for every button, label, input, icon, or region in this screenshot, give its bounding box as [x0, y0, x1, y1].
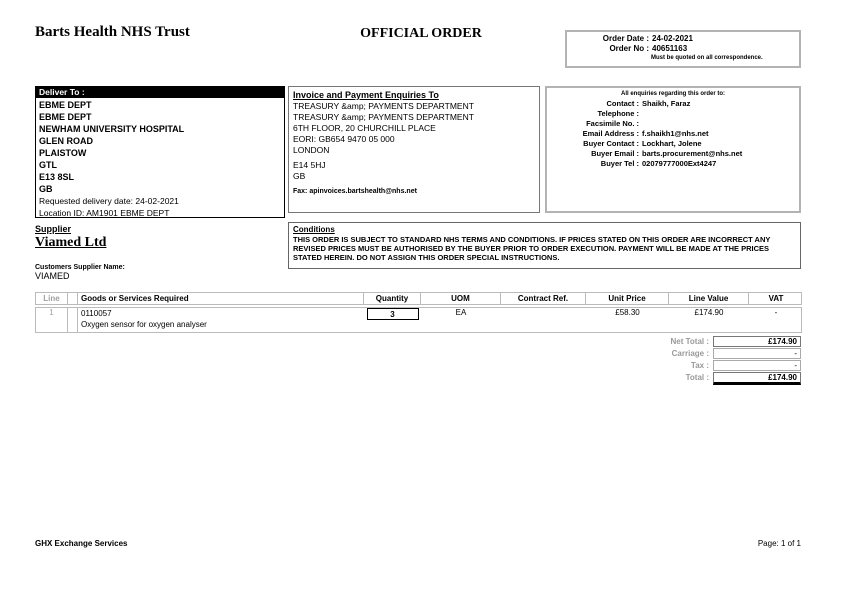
deliver-address-line: GLEN ROAD — [39, 136, 93, 146]
buyer-tel-value: 02079777000Ext4247 — [642, 159, 717, 168]
contact-label: Contact : — [606, 99, 639, 108]
item-vat: - — [774, 308, 778, 317]
items-table-header — [35, 292, 802, 305]
col-header-vat: VAT — [768, 294, 784, 303]
footer-service-name: GHX Exchange Services — [35, 539, 128, 548]
net-total-label: Net Total : — [670, 337, 709, 346]
item-quantity-cell — [364, 308, 421, 332]
invoice-address-line: LONDON — [293, 145, 330, 155]
invoice-address-line: 6TH FLOOR, 20 CHURCHILL PLACE — [293, 123, 436, 133]
item-spacer-cell — [68, 308, 78, 332]
facsimile-label: Facsimile No. : — [586, 119, 639, 128]
buyer-email-value: barts.procurement@nhs.net — [642, 149, 743, 158]
deliver-address-line: E13 8SL — [39, 172, 75, 182]
item-uom: EA — [455, 308, 467, 317]
order-note: Must be quoted on all correspondence. — [651, 55, 763, 61]
total-label: Total : — [685, 373, 709, 382]
telephone-label: Telephone : — [597, 109, 639, 118]
col-header-line-value: Line Value — [669, 293, 749, 304]
deliver-address-line: EBME DEPT — [39, 112, 92, 122]
deliver-to-box — [35, 86, 285, 218]
col-header-quantity: Quantity — [364, 293, 421, 304]
supplier-header: Supplier — [35, 224, 72, 234]
email-label: Email Address : — [582, 129, 639, 138]
order-date-value: 24-02-2021 — [652, 34, 693, 43]
invoice-enquiries-header: Invoice and Payment Enquiries To — [293, 90, 439, 100]
items-table — [35, 292, 802, 333]
col-header-contract-ref: Contract Ref. — [501, 293, 586, 304]
invoice-fax: Fax: apinvoices.bartshealth@nhs.net — [293, 188, 417, 195]
deliver-address-line: EBME DEPT — [39, 100, 92, 110]
item-description: Oxygen sensor for oxygen analyser — [81, 320, 207, 329]
location-id: Location ID: AM1901 EBME DEPT — [39, 208, 170, 218]
buyer-contact-value: Lockhart, Jolene — [642, 139, 702, 148]
invoice-address-line: TREASURY &amp; PAYMENTS DEPARTMENT — [293, 101, 474, 111]
enquiries-contact-box — [545, 86, 801, 213]
document-title: OFFICIAL ORDER — [360, 26, 482, 41]
enquiries-heading: All enquiries regarding this order to: — [620, 91, 725, 97]
conditions-header: Conditions — [293, 225, 335, 234]
tax-value: - — [713, 360, 801, 371]
buyer-email-label: Buyer Email : — [591, 149, 639, 158]
item-unit-price: £58.30 — [615, 308, 640, 317]
deliver-address-line: PLAISTOW — [39, 148, 87, 158]
order-reference-box — [565, 30, 801, 68]
invoice-country: GB — [293, 171, 306, 181]
deliver-to-header: Deliver To : — [36, 87, 284, 98]
deliver-address-line: GTL — [39, 160, 57, 170]
col-header-spacer — [68, 293, 78, 304]
contact-value: Shaikh, Faraz — [642, 99, 691, 108]
item-goods-cell — [78, 308, 364, 332]
carriage-value: - — [713, 348, 801, 359]
order-date-label: Order Date : — [602, 34, 649, 43]
facsimile-value — [642, 119, 795, 129]
buyer-tel-label: Buyer Tel : — [600, 159, 639, 168]
requested-delivery-date: Requested delivery date: 24-02-2021 — [39, 196, 179, 206]
invoice-postcode: E14 5HJ — [293, 160, 326, 170]
customer-supplier-label: Customers Supplier Name: — [35, 264, 125, 271]
col-header-unit-price: Unit Price — [586, 293, 669, 304]
order-no-label: Order No : — [609, 44, 649, 53]
deliver-address-line: NEWHAM UNIVERSITY HOSPITAL — [39, 124, 185, 134]
footer-page-number: Page: 1 of 1 — [757, 539, 801, 548]
net-total-value: £174.90 — [713, 336, 801, 347]
tax-label: Tax : — [690, 361, 709, 370]
trust-name: Barts Health NHS Trust — [35, 24, 190, 40]
supplier-block — [35, 224, 280, 281]
invoice-address-line: TREASURY &amp; PAYMENTS DEPARTMENT — [293, 112, 474, 122]
supplier-name: Viamed Ltd — [35, 235, 107, 250]
col-header-goods: Goods or Services Required — [78, 293, 364, 304]
col-header-line: Line — [36, 293, 68, 304]
buyer-contact-label: Buyer Contact : — [583, 139, 639, 148]
carriage-label: Carriage : — [671, 349, 709, 358]
email-value: f.shaikh1@nhs.net — [642, 129, 709, 138]
totals-block — [611, 336, 801, 386]
item-contract-ref — [501, 308, 586, 332]
deliver-address-line: GB — [39, 184, 53, 194]
conditions-text: THIS ORDER IS SUBJECT TO STANDARD NHS TERMS AND CONDITIONS. IF PRICES STATED ON THIS ORDER ARE INCORRECT ANY REVISED PRICES MUST BE AUTHORISED BY THE BUYER PRIOR TO ORDER EXECUTION. PAYMENT WILL BE MADE AT THE PRICES STATED HEREIN. DO NOT ASSIGN THIS ORDER SPECIAL INSTRUCTIONS. — [293, 235, 771, 262]
item-line-number: 1 — [36, 308, 68, 332]
item-line-value: £174.90 — [694, 308, 724, 317]
total-value: £174.90 — [713, 372, 801, 385]
item-quantity: 3 — [367, 308, 419, 320]
invoice-enquiries-box — [288, 86, 540, 213]
col-header-uom: UOM — [421, 293, 501, 304]
item-code: 0110057 — [81, 309, 112, 318]
item-row — [35, 307, 802, 333]
customer-supplier-name: VIAMED — [35, 271, 70, 281]
order-no-value: 40651163 — [652, 44, 688, 53]
telephone-value — [642, 109, 795, 119]
conditions-box — [288, 222, 801, 269]
invoice-address-line: EORI: GB654 9470 05 000 — [293, 134, 395, 144]
